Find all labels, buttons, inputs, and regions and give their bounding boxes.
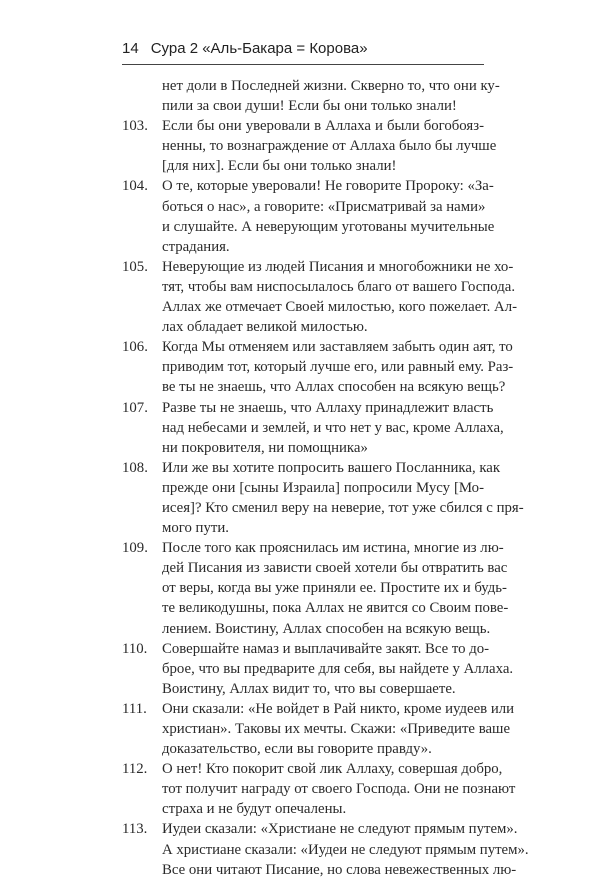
verse-line: [122, 558, 508, 578]
verse-line-text: Разве ты не знаешь, что Аллаху принадлежит власть: [162, 399, 494, 416]
verse-number: 103.: [122, 118, 148, 135]
verse-text-body: [122, 76, 529, 880]
verse-line-text: [для них]. Если бы они только знали!: [162, 158, 397, 175]
verse-number: 112.: [122, 761, 148, 778]
verse-line: [122, 779, 516, 799]
verse-line-text: христиан». Таковы их мечты. Скажи: «Приведите ваше: [162, 721, 511, 737]
verse-line: [122, 639, 490, 659]
verse-line: [122, 277, 516, 297]
verse-line: [122, 659, 514, 679]
verse-line: [122, 217, 495, 237]
page-number: 14: [122, 40, 139, 57]
header-divider: [122, 64, 484, 65]
verse-line-text: А христиане сказали: «Иудеи не следуют прямым путем».: [162, 841, 529, 858]
verse-line-text: боться о нас», а говорите: «Присматривай за нами»: [162, 198, 486, 215]
verse-line-text: приводим тот, который лучше его, или равный ему. Раз-: [162, 359, 514, 376]
verse-line-text: доказательство, если вы говорите правду».: [162, 741, 432, 758]
verse-line: [122, 699, 515, 719]
verse-line-text: Или же вы хотите попросить вашего Посланника, как: [162, 459, 501, 476]
verse-line: [122, 76, 500, 96]
verse-line: [122, 498, 524, 518]
verse-line-text: О те, которые уверовали! Не говорите Пророку: «За-: [162, 178, 494, 195]
verse-number: 113.: [122, 821, 148, 838]
verse-line: [122, 418, 504, 438]
verse-line-text: ненны, то вознаграждение от Аллаха было бы лучше: [162, 138, 497, 155]
verse-number: 106.: [122, 339, 148, 356]
verse-line: [122, 458, 501, 478]
verse-line-text: Воистину, Аллах видит то, что вы совершаете.: [162, 680, 456, 697]
verse-line: [122, 538, 504, 558]
verse-line: [122, 317, 484, 337]
verse-number: 111.: [122, 700, 147, 717]
verse-number: 110.: [122, 640, 148, 657]
verse-line-text: брое, что вы предварите для себя, вы найдете у Аллаха.: [162, 660, 514, 677]
verse-line: [122, 377, 506, 397]
verse-line-text: и слушайте. А неверующим уготованы мучительные: [162, 218, 495, 235]
verse-line-text: дей Писания из зависти своей хотели бы отвратить вас: [162, 560, 508, 577]
verse-line: [122, 96, 484, 116]
chapter-title: Сура 2 «Аль-Бакара = Корова»: [150, 40, 368, 57]
verse-line-text: исея]? Кто сменил веру на неверие, тот уже сбился с пря-: [162, 499, 524, 516]
verse-line: [122, 197, 484, 217]
verse-line-text: О нет! Кто покорит свой лик Аллаху, совершая добро,: [162, 761, 503, 778]
verse-line-text: страдания.: [162, 238, 230, 255]
verse-line: [122, 257, 514, 277]
verse-line: [122, 136, 497, 156]
verse-line-text: лах обладает великой милостью.: [162, 319, 368, 336]
verse-line: [122, 679, 484, 699]
verse-line: [122, 116, 484, 136]
verse-line-text: ве ты не знаешь, что Аллах способен на всякую вещь?: [162, 379, 506, 396]
verse-line: [122, 598, 509, 618]
verse-line: [122, 719, 511, 739]
verse-line: [122, 176, 494, 196]
verse-line: [122, 840, 529, 860]
verse-line: [122, 799, 484, 819]
verse-line: [122, 759, 503, 779]
verse-line-text: лением. Воистину, Аллах способен на всякую вещь.: [162, 620, 491, 637]
verse-line-text: Они сказали: «Не войдет в Рай никто, кроме иудеев или: [162, 700, 515, 717]
verse-line-text: тот получит награду от своего Господа. Они не познают: [162, 781, 516, 798]
verse-line-text: прежде они [сыны Израила] попросили Мусу [Мо-: [162, 479, 484, 496]
verse-line-text: нет доли в Последней жизни. Скверно то, что они ку-: [162, 78, 500, 94]
verse-line-text: Если бы они уверовали в Аллаха и были богобояз-: [162, 118, 484, 135]
verse-line-text: Когда Мы отменяем или заставляем забыть один аят, то: [162, 339, 513, 356]
verse-number: 105.: [122, 258, 148, 275]
verse-line-text: ни покровителя, ни помощника»: [162, 439, 368, 456]
verse-line: [122, 297, 518, 317]
verse-line-text: Совершайте намаз и выплачивайте закят. Все то до-: [162, 640, 490, 657]
verse-line: [122, 578, 507, 598]
verse-line: [122, 337, 513, 357]
verse-number: 104.: [122, 178, 148, 195]
verse-line-text: от веры, когда вы уже приняли ее. Простите их и будь-: [162, 580, 507, 597]
verse-line-text: страха и не будут опечалены.: [162, 801, 347, 818]
verse-line: [122, 438, 484, 458]
running-header: [122, 40, 480, 58]
verse-line: [122, 357, 514, 377]
verse-line-text: Иудеи сказали: «Христиане не следуют прямым путем».: [162, 821, 518, 838]
verse-line: [122, 819, 518, 839]
verse-number: 108.: [122, 459, 148, 476]
verse-line-text: После того как прояснилась им истина, многие из лю-: [162, 540, 504, 557]
verse-line-text: пили за свои души! Если бы они только знали!: [162, 98, 457, 115]
verse-line: [122, 478, 484, 498]
verse-line-text: Неверующие из людей Писания и многобожники не хо-: [162, 258, 514, 275]
verse-line-text: тят, чтобы вам ниспосылалось благо от вашего Господа.: [162, 278, 516, 295]
verse-number: 109.: [122, 540, 148, 557]
verse-line-text: мого пути.: [162, 520, 229, 537]
verse-line: [122, 619, 491, 639]
verse-line: [122, 156, 484, 176]
verse-line: [122, 739, 484, 759]
verse-line-text: Все они читают Писание, но слова невежественных лю-: [162, 861, 517, 878]
verse-line-text: Аллах же отмечает Своей милостью, кого пожелает. Ал-: [162, 299, 518, 316]
verse-line-text: над небесами и землей, и что нет у вас, кроме Аллаха,: [162, 419, 504, 436]
verse-line-text: те великодушны, пока Аллах не явится со Своим пове-: [162, 600, 509, 617]
verse-line: [122, 518, 484, 538]
verse-line: [122, 860, 517, 880]
verse-line: [122, 398, 494, 418]
verse-number: 107.: [122, 399, 148, 416]
verse-line: [122, 237, 484, 257]
